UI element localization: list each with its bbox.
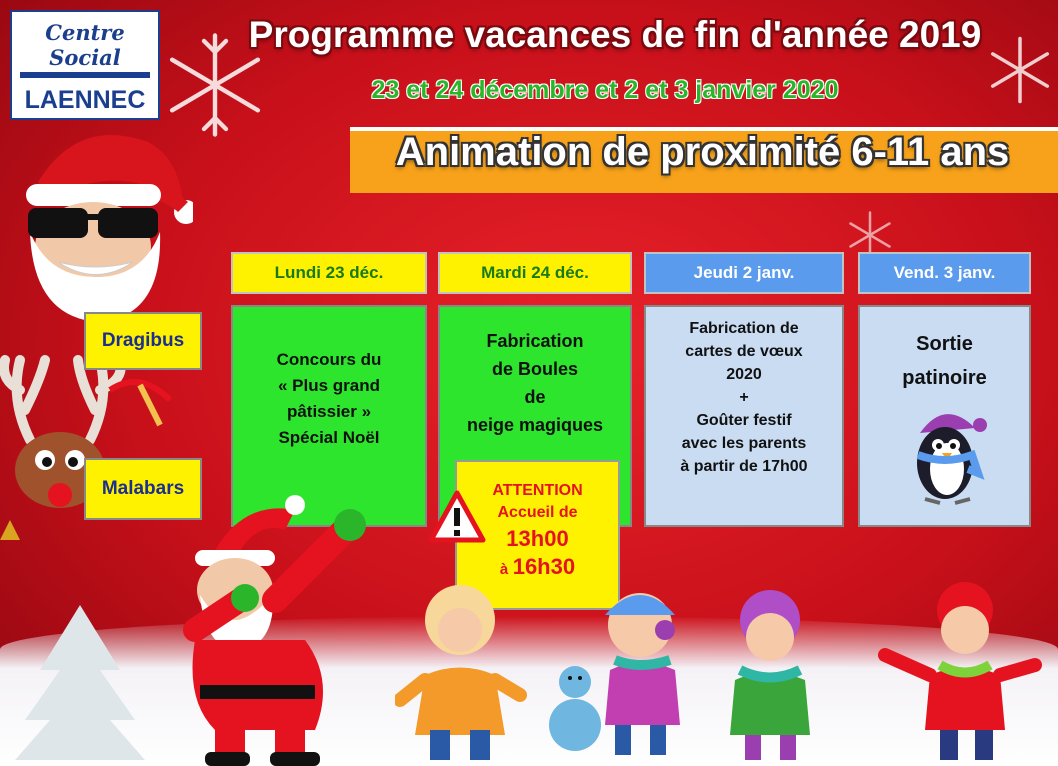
logo-line2: LAENNEC: [24, 86, 146, 114]
group-label-dragibus: Dragibus: [84, 312, 202, 370]
day-header-mardi: Mardi 24 déc.: [438, 252, 632, 294]
activity-line: Spécial Noël: [278, 428, 380, 447]
activity-line: Concours du: [276, 350, 382, 369]
logo-centre-social: [10, 10, 160, 120]
santa-icon: [18, 112, 193, 327]
attention-line1: Accueil de: [497, 504, 578, 521]
attention-time1: 13h00: [506, 526, 569, 551]
activity-line: +: [739, 389, 749, 406]
activity-line: Fabrication: [486, 331, 584, 351]
penguin-icon: [900, 403, 990, 513]
day-header-vendredi: Vend. 3 janv.: [858, 252, 1031, 294]
activity-line: à partir de 17h00: [680, 458, 808, 475]
activity-line: cartes de vœux: [685, 343, 803, 360]
activity-line: « Plus grand: [277, 376, 381, 395]
attention-time2-prefix: à: [499, 561, 509, 578]
activity-line: Goûter festif: [696, 412, 792, 429]
activity-line: pâtissier »: [286, 402, 372, 421]
banner-title: Animation de proximité 6-11 ans: [395, 130, 1010, 174]
activity-line: Sortie: [916, 333, 973, 355]
activity-line: neige magiques: [466, 415, 604, 435]
activity-line: de Boules: [491, 359, 579, 379]
santa-icon: [155, 490, 370, 766]
christmas-tree-icon: [10, 600, 150, 760]
activity-line: de: [524, 387, 546, 407]
day-header-lundi: Lundi 23 déc.: [231, 252, 427, 294]
page-subtitle: 23 et 24 décembre et 2 et 3 janvier 2020: [371, 76, 839, 104]
children-illustration: [395, 575, 1055, 766]
attention-title: ATTENTION: [492, 482, 583, 499]
warning-icon: [428, 490, 486, 544]
activity-card-vendredi: [858, 305, 1031, 527]
activity-line: patinoire: [902, 367, 987, 389]
attention-time2: 16h30: [512, 554, 576, 579]
activity-line: Fabrication de: [689, 320, 799, 337]
logo-line1: Centre Social: [45, 20, 125, 70]
day-header-jeudi: Jeudi 2 janv.: [644, 252, 844, 294]
page-title: Programme vacances de fin d'année 2019: [248, 14, 982, 55]
activity-line: avec les parents: [681, 435, 807, 452]
logo-bar: [20, 72, 150, 78]
activity-line: 2020: [726, 366, 762, 383]
group-label-malabars: Malabars: [84, 458, 202, 520]
activity-card-jeudi: [644, 305, 844, 527]
